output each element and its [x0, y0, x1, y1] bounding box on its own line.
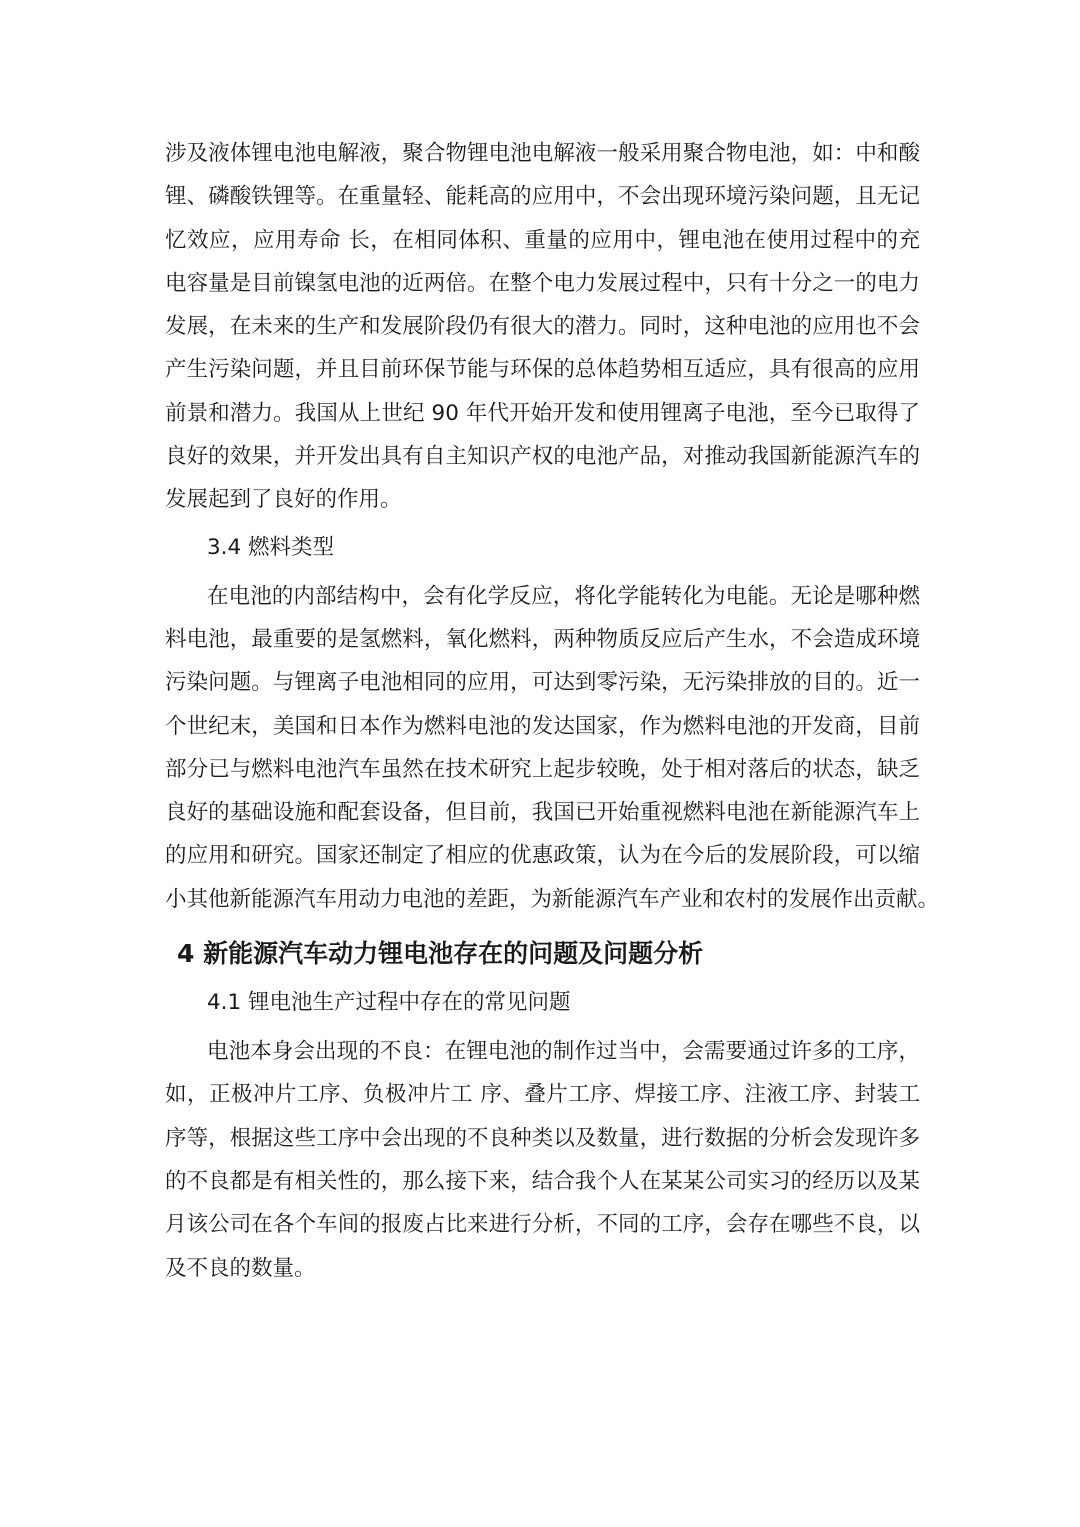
body-paragraph	[165, 1030, 920, 1290]
text-line: 如，正极冲片工序、负极冲片工 序、叠片工序、焊接工序、注液工序、封装工	[165, 1082, 920, 1108]
text-line: 序等，根据这些工序中会出现的不良种类以及数量，进行数据的分析会发现许多	[165, 1125, 920, 1151]
text-line: 的不良都是有相关性的，那么接下来，结合我个人在某某公司实习的经历以及某	[165, 1168, 920, 1194]
text-line: 涉及液体锂电池电解液，聚合物锂电池电解液一般采用聚合物电池，如：中和酸	[165, 141, 920, 166]
text-line: 良好的效果，并开发出具有自主知识产权的电池产品，对推动我国新能源汽车的	[165, 444, 920, 470]
chapter-heading: 4 新能源汽车动力锂电池存在的问题及问题分析	[177, 939, 704, 969]
text-line: 产生污染问题，并且目前环保节能与环保的总体趋势相互适应，具有很高的应用	[165, 357, 920, 383]
body-paragraph	[165, 575, 940, 921]
text-line: 发展起到了良好的作用。	[165, 487, 402, 513]
section-heading: 3.4 燃料类型	[207, 534, 335, 560]
body-paragraph	[165, 132, 920, 522]
text-line: 发展，在未来的生产和发展阶段仍有很大的潜力。同时，这种电池的应用也不会	[165, 314, 920, 340]
text-line: 的应用和研究。国家还制定了相应的优惠政策，认为在今后的发展阶段，可以缩	[165, 843, 920, 869]
text-line: 在电池的内部结构中，会有化学反应，将化学能转化为电能。无论是哪种燃	[207, 583, 920, 609]
text-line: 良好的基础设施和配套设备，但目前，我国已开始重视燃料电池在新能源汽车上	[165, 800, 920, 826]
text-line: 料电池，最重要的是氢燃料，氧化燃料，两种物质反应后产生水，不会造成环境	[165, 626, 920, 652]
section-heading: 4.1 锂电池生产过程中存在的常见问题	[207, 990, 571, 1016]
text-line: 个世纪末，美国和日本作为燃料电池的发达国家，作为燃料电池的开发商，目前	[165, 713, 920, 739]
text-line: 及不良的数量。	[165, 1255, 316, 1281]
text-line: 前景和潜力。我国从上世纪 90 年代开始开发和使用锂离子电池，至今已取得了	[165, 400, 920, 426]
text-line: 忆效应，应用寿命 长，在相同体积、重量的应用中，锂电池在使用过程中的充	[165, 227, 920, 253]
text-line: 污染问题。与锂离子电池相同的应用，可达到零污染，无污染排放的目的。近一	[165, 670, 920, 696]
text-line: 月该公司在各个车间的报废占比来进行分析，不同的工序，会存在哪些不良，以	[165, 1212, 920, 1238]
page-content	[165, 132, 940, 1290]
text-line: 部分已与燃料电池汽车虽然在技术研究上起步较晚，处于相对落后的状态，缺乏	[165, 756, 920, 782]
text-line: 锂、磷酸铁锂等。在重量轻、能耗高的应用中，不会出现环境污染问题，且无记	[165, 184, 920, 210]
text-line: 电池本身会出现的不良：在锂电池的制作过当中，会需要通过许多的工序，	[207, 1039, 920, 1065]
text-line: 小其他新能源汽车用动力电池的差距，为新能源汽车产业和农村的发展作出贡献。	[165, 886, 940, 912]
text-line: 电容量是目前镍氢电池的近两倍。在整个电力发展过程中，只有十分之一的电力	[165, 270, 920, 296]
